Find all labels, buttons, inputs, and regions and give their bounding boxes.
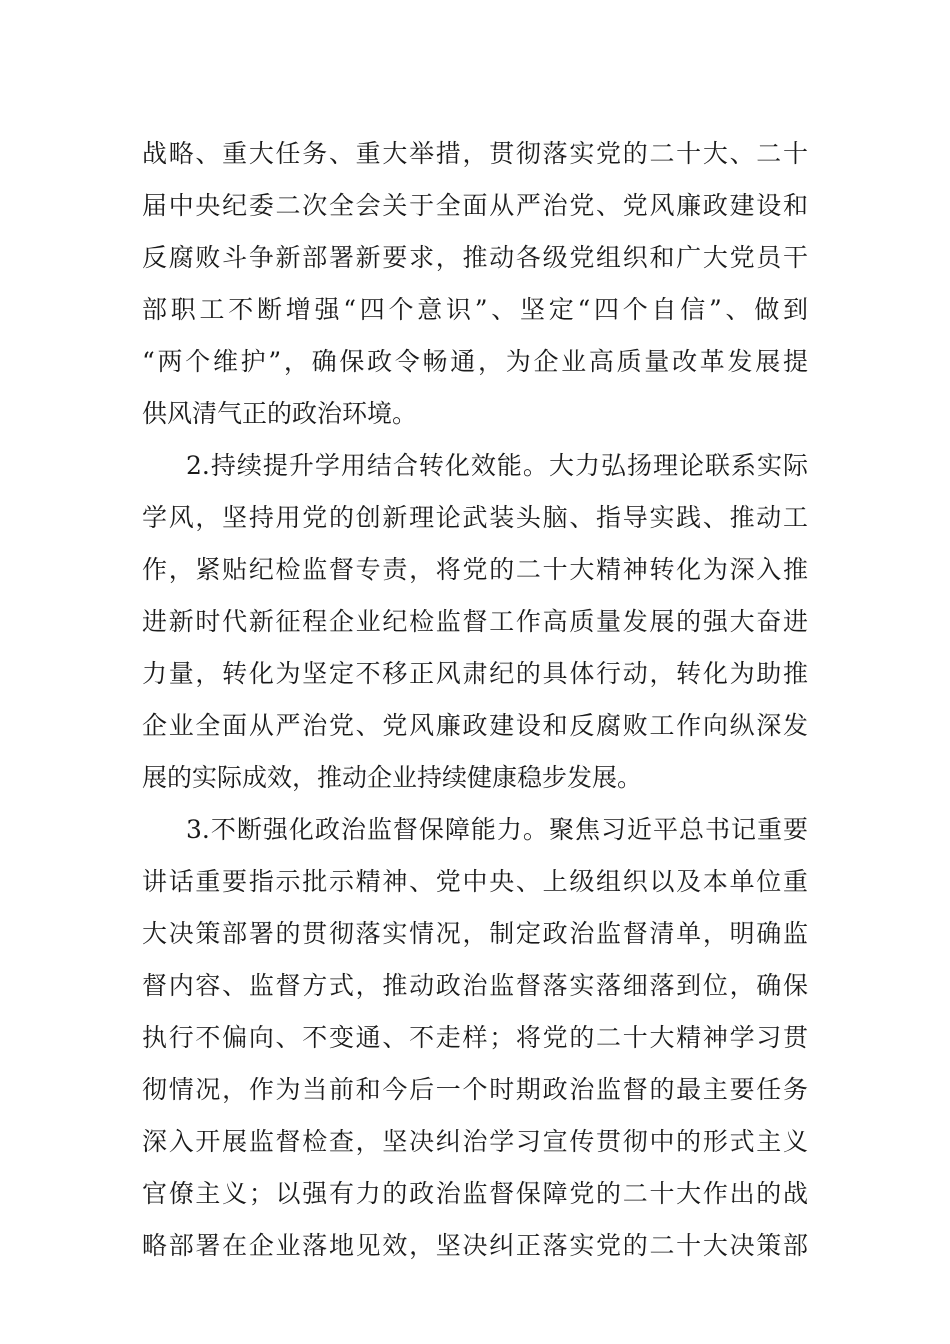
- section-heading-line: 3.不断强化政治监督保障能力。聚焦习近平总书记重要: [186, 815, 808, 844]
- text-line: 供风清气正的政治环境。: [142, 399, 418, 428]
- text-line: 进新时代新征程企业纪检监督工作高质量发展的强大奋进: [142, 607, 808, 636]
- text-line: 力量，转化为坚定不移正风肃纪的具体行动，转化为助推: [142, 659, 808, 688]
- text-line: 反腐败斗争新部署新要求，推动各级党组织和广大党员干: [142, 243, 808, 272]
- text-line: 届中央纪委二次全会关于全面从严治党、党风廉政建设和: [142, 191, 808, 220]
- text-line: 官僚主义；以强有力的政治监督保障党的二十大作出的战: [142, 1179, 808, 1208]
- text-line: 督内容、监督方式，推动政治监督落实落细落到位，确保: [142, 971, 808, 1000]
- text-line: 深入开展监督检查，坚决纠治学习宣传贯彻中的形式主义: [142, 1127, 808, 1156]
- text-line: 彻情况，作为当前和今后一个时期政治监督的最主要任务: [142, 1075, 808, 1104]
- text-line: 作，紧贴纪检监督专责，将党的二十大精神转化为深入推: [142, 555, 808, 584]
- text-line: 战略、重大任务、重大举措，贯彻落实党的二十大、二十: [142, 139, 808, 168]
- text-line: “两个维护”，确保政令畅通，为企业高质量改革发展提: [142, 347, 808, 376]
- text-line: 学风，坚持用党的创新理论武装头脑、指导实践、推动工: [142, 503, 808, 532]
- text-line: 企业全面从严治党、党风廉政建设和反腐败工作向纵深发: [142, 711, 808, 740]
- text-line: 大决策部署的贯彻落实情况，制定政治监督清单，明确监: [142, 919, 808, 948]
- text-line: 讲话重要指示批示精神、党中央、上级组织以及本单位重: [142, 867, 808, 896]
- document-body: [142, 128, 808, 1272]
- text-line: 执行不偏向、不变通、不走样；将党的二十大精神学习贯: [142, 1023, 808, 1052]
- text-line: 略部署在企业落地见效，坚决纠正落实党的二十大决策部: [142, 1231, 808, 1260]
- text-line: 展的实际成效，推动企业持续健康稳步发展。: [142, 763, 643, 792]
- text-line: 部职工不断增强“四个意识”、坚定“四个自信”、做到: [142, 295, 808, 324]
- section-heading-line: 2.持续提升学用结合转化效能。大力弘扬理论联系实际: [186, 451, 808, 480]
